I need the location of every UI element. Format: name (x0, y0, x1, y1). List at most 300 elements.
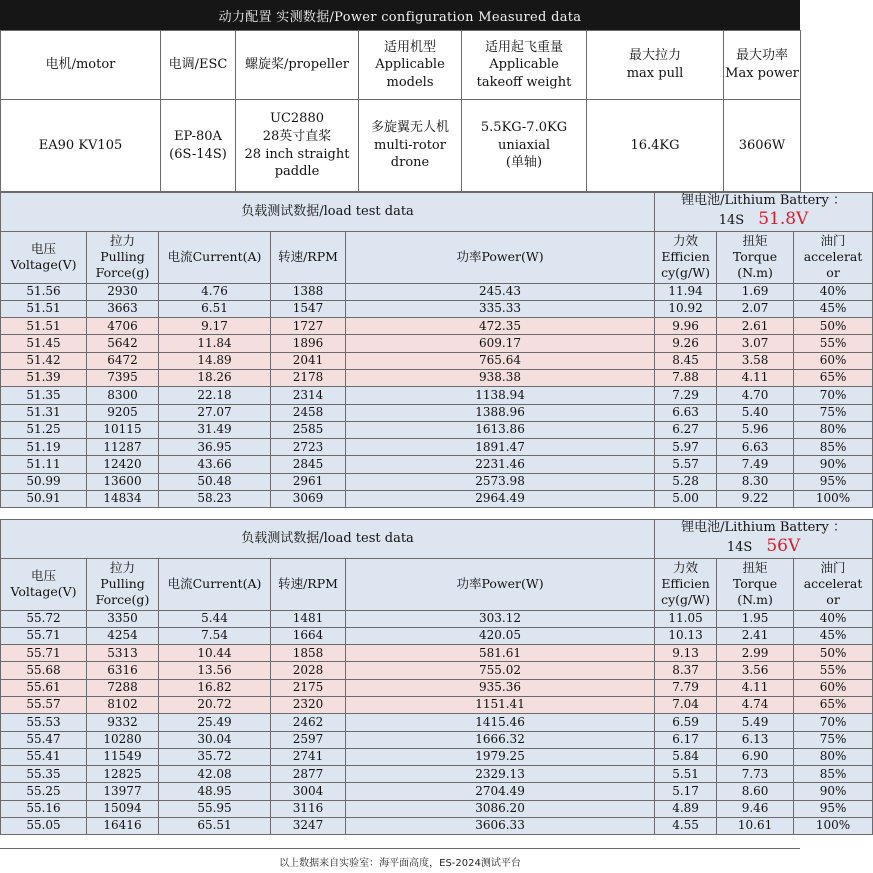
table-cell: 90% (794, 783, 873, 800)
column-header (346, 231, 655, 283)
table-cell: 4.76 (159, 283, 271, 300)
table-cell: 2877 (271, 766, 346, 783)
table-cell: 4.89 (655, 800, 717, 817)
table-cell: 9332 (87, 714, 159, 731)
table-cell: 5.17 (655, 783, 717, 800)
table-cell: 7288 (87, 679, 159, 696)
table-cell: 51.39 (1, 369, 87, 386)
table-row (1, 662, 873, 679)
table-cell: 9.96 (655, 318, 717, 335)
table-cell: 51.42 (1, 352, 87, 369)
load-test-label: 负载测试数据/load test data (1, 193, 655, 232)
spec-header-line: 最大功率 (735, 48, 788, 64)
table-cell: 13600 (87, 473, 159, 490)
table-cell: 50.48 (159, 473, 271, 490)
table-cell: 1896 (271, 335, 346, 352)
table-cell: 1.69 (717, 283, 794, 300)
table-cell: 14.89 (159, 352, 271, 369)
spec-header-cell (587, 31, 724, 100)
table-row (1, 300, 873, 317)
table-cell: 4706 (87, 318, 159, 335)
table-cell: 90% (794, 456, 873, 473)
table-cell: 27.07 (159, 404, 271, 421)
column-header-line: 功率Power(W) (456, 575, 544, 591)
table-cell: 55.53 (1, 714, 87, 731)
table-cell: 2.61 (717, 318, 794, 335)
table-cell: 95% (794, 473, 873, 490)
table-cell: 1891.47 (346, 439, 655, 456)
table-cell: 303.12 (346, 610, 655, 627)
table-cell: 1727 (271, 318, 346, 335)
table-cell: 40% (794, 610, 873, 627)
spec-header-line: Applicable (489, 57, 559, 73)
table-cell: 8300 (87, 387, 159, 404)
table-cell: 2462 (271, 714, 346, 731)
column-header-line: Voltage(V) (10, 584, 77, 599)
table-cell: 58.23 (159, 491, 271, 508)
table-cell: 6472 (87, 352, 159, 369)
table-cell: 2704.49 (346, 783, 655, 800)
table-cell: 2320 (271, 696, 346, 713)
spec-value-line: drone (390, 155, 430, 171)
table-cell: 7.88 (655, 369, 717, 386)
table-cell: 20.72 (159, 696, 271, 713)
table-cell: 50% (794, 645, 873, 662)
table-cell: 8.37 (655, 662, 717, 679)
table-cell: 7395 (87, 369, 159, 386)
table-cell: 60% (794, 352, 873, 369)
column-header-line: 拉力 (109, 232, 135, 248)
table-cell: 85% (794, 766, 873, 783)
table-cell: 1.95 (717, 610, 794, 627)
table-cell: 30.04 (159, 731, 271, 748)
load-test-header-row (1, 193, 873, 232)
table-cell: 581.61 (346, 645, 655, 662)
table-cell: 11549 (87, 748, 159, 765)
spec-header-cell (1, 31, 161, 100)
table-cell: 80% (794, 421, 873, 438)
spec-value-line: 16.4KG (630, 137, 680, 153)
column-header-line: (N.m) (737, 592, 773, 608)
table-cell: 13977 (87, 783, 159, 800)
table-cell: 43.66 (159, 456, 271, 473)
table-cell: 10.44 (159, 645, 271, 662)
table-cell: 11.05 (655, 610, 717, 627)
table-cell: 55.41 (1, 748, 87, 765)
table-cell: 65.51 (159, 818, 271, 835)
table-cell: 2.99 (717, 645, 794, 662)
table-cell: 50.91 (1, 491, 87, 508)
table-cell: 10.92 (655, 300, 717, 317)
table-cell: 1979.25 (346, 748, 655, 765)
table-cell: 1388 (271, 283, 346, 300)
column-header-row (1, 558, 873, 610)
battery-info (655, 193, 873, 232)
column-header (717, 558, 794, 610)
spec-header-row (1, 31, 801, 100)
table-cell: 5.57 (655, 456, 717, 473)
table-cell: 18.26 (159, 369, 271, 386)
table-cell: 55.16 (1, 800, 87, 817)
table-cell: 12420 (87, 456, 159, 473)
column-header-line: Force(g) (95, 265, 150, 281)
spec-header-line: 电调/ESC (168, 57, 228, 73)
table-cell: 65% (794, 369, 873, 386)
spec-value-line: uniaxial (497, 137, 551, 153)
spec-table (0, 30, 801, 192)
column-header-line: 电压 (30, 240, 56, 256)
table-row (1, 783, 873, 800)
table-row (1, 748, 873, 765)
table-cell: 9.13 (655, 645, 717, 662)
column-header-line: Force(g) (95, 592, 150, 608)
table-cell: 55.71 (1, 645, 87, 662)
column-header (271, 558, 346, 610)
table-cell: 51.51 (1, 300, 87, 317)
table-cell: 40% (794, 283, 873, 300)
table-row (1, 731, 873, 748)
table-row (1, 421, 873, 438)
table-cell: 9205 (87, 404, 159, 421)
table-cell: 51.11 (1, 456, 87, 473)
column-header-line: 扭矩 (742, 559, 768, 575)
column-header (717, 231, 794, 283)
table-cell: 55.95 (159, 800, 271, 817)
table-row (1, 645, 873, 662)
table-cell: 22.18 (159, 387, 271, 404)
footer-note: 以上数据来自实验室：海平面高度，ES-2024测试平台 (0, 848, 800, 873)
table-cell: 70% (794, 714, 873, 731)
table-row (1, 369, 873, 386)
table-cell: 8.60 (717, 783, 794, 800)
table-cell: 5.96 (717, 421, 794, 438)
column-header-line: 电压 (30, 567, 56, 583)
spec-value-line: EA90 KV105 (38, 137, 123, 153)
table-row (1, 766, 873, 783)
column-header (655, 231, 717, 283)
spec-value-line: 3606W (738, 137, 786, 153)
table-cell: 2573.98 (346, 473, 655, 490)
spec-header-line: 适用起飞重量 (484, 39, 563, 55)
table-cell: 7.79 (655, 679, 717, 696)
table-cell: 11287 (87, 439, 159, 456)
table-cell: 6.59 (655, 714, 717, 731)
table-cell: 51.51 (1, 318, 87, 335)
table-row (1, 352, 873, 369)
battery-voltage: 51.8V (758, 209, 809, 230)
table-cell: 100% (794, 818, 873, 835)
column-header (159, 231, 271, 283)
table-cell: 51.35 (1, 387, 87, 404)
column-header-line: Efficien (661, 248, 710, 264)
column-header-line: 电流Current(A) (167, 248, 262, 264)
table-cell: 2458 (271, 404, 346, 421)
table-cell: 1613.86 (346, 421, 655, 438)
column-header (794, 231, 873, 283)
column-header (87, 558, 159, 610)
table-cell: 75% (794, 404, 873, 421)
table-cell: 55.61 (1, 679, 87, 696)
table-cell: 2314 (271, 387, 346, 404)
table-cell: 4254 (87, 627, 159, 644)
table-cell: 55.72 (1, 610, 87, 627)
table-cell: 245.43 (346, 283, 655, 300)
column-header-line: 功率Power(W) (456, 248, 544, 264)
table-cell: 8.30 (717, 473, 794, 490)
table-row (1, 335, 873, 352)
table-cell: 1138.94 (346, 387, 655, 404)
table-cell: 45% (794, 300, 873, 317)
table-cell: 4.74 (717, 696, 794, 713)
table-row (1, 439, 873, 456)
table-cell: 2961 (271, 473, 346, 490)
table-cell: 50.99 (1, 473, 87, 490)
spec-header-line: Max power (725, 66, 799, 81)
column-header-line: 力效 (673, 232, 699, 248)
spec-value-line: 28英寸直桨 (262, 128, 332, 144)
table-cell: 1858 (271, 645, 346, 662)
spec-header-line: 螺旋桨/propeller (245, 57, 349, 73)
table-cell: 7.54 (159, 627, 271, 644)
table-row (1, 610, 873, 627)
table-row (1, 714, 873, 731)
battery-label: 锂电池/Lithium Battery ：14S (681, 193, 846, 229)
spec-value-line: UC2880 (270, 111, 324, 127)
table-cell: 35.72 (159, 748, 271, 765)
table-cell: 3606.33 (346, 818, 655, 835)
table-cell: 50% (794, 318, 873, 335)
table-cell: 9.26 (655, 335, 717, 352)
table-cell: 3004 (271, 783, 346, 800)
table-cell: 5.51 (655, 766, 717, 783)
table-cell: 65% (794, 696, 873, 713)
table-cell: 55.25 (1, 783, 87, 800)
table-cell: 2930 (87, 283, 159, 300)
column-header-line: 电流Current(A) (167, 575, 262, 591)
spec-value-line: EP-80A (174, 128, 222, 144)
table-cell: 5313 (87, 645, 159, 662)
table-cell: 755.02 (346, 662, 655, 679)
table-cell: 9.46 (717, 800, 794, 817)
battery-info (655, 520, 873, 559)
table-row (1, 473, 873, 490)
load-test-header-row (1, 520, 873, 559)
table-cell: 3069 (271, 491, 346, 508)
table-cell: 51.19 (1, 439, 87, 456)
table-cell: 11.94 (655, 283, 717, 300)
column-header (655, 558, 717, 610)
table-cell: 55.35 (1, 766, 87, 783)
spec-value-line: (单轴) (505, 155, 543, 171)
table-cell: 3663 (87, 300, 159, 317)
table-cell: 31.49 (159, 421, 271, 438)
column-header (794, 558, 873, 610)
column-header-line: Voltage(V) (10, 257, 77, 272)
column-header-line: Pulling (100, 248, 145, 264)
table-cell: 5.97 (655, 439, 717, 456)
spec-header-cell (359, 31, 462, 100)
table-cell: 55.68 (1, 662, 87, 679)
table-cell: 6.63 (717, 439, 794, 456)
table-cell: 2329.13 (346, 766, 655, 783)
spec-header-cell (462, 31, 587, 100)
table-cell: 51.31 (1, 404, 87, 421)
table-cell: 5.28 (655, 473, 717, 490)
column-header-line: 油门 (820, 559, 846, 575)
table-row (1, 696, 873, 713)
table-cell: 2.07 (717, 300, 794, 317)
table-cell: 10115 (87, 421, 159, 438)
table-cell: 7.04 (655, 696, 717, 713)
table-cell: 3.58 (717, 352, 794, 369)
column-header-line: Torque (732, 575, 778, 591)
spec-value-cell (724, 100, 801, 192)
table-cell: 2.41 (717, 627, 794, 644)
table-cell: 5.84 (655, 748, 717, 765)
table-cell: 85% (794, 439, 873, 456)
spec-value-cell (587, 100, 724, 192)
column-header-line: 拉力 (109, 559, 135, 575)
spec-value-cell (236, 100, 359, 192)
table-cell: 8.45 (655, 352, 717, 369)
spec-value-line: paddle (274, 164, 320, 180)
column-header-line: (N.m) (737, 265, 773, 281)
table-cell: 2028 (271, 662, 346, 679)
table-cell: 6.63 (655, 404, 717, 421)
load-test-table (0, 192, 873, 508)
column-header-line: Torque (732, 248, 778, 264)
table-row (1, 818, 873, 835)
battery-label: 锂电池/Lithium Battery ：14S (681, 520, 846, 556)
table-cell: 935.36 (346, 679, 655, 696)
table-cell: 45% (794, 627, 873, 644)
table-row (1, 679, 873, 696)
table-cell: 3116 (271, 800, 346, 817)
table-cell: 2041 (271, 352, 346, 369)
table-cell: 100% (794, 491, 873, 508)
column-header (271, 231, 346, 283)
table-cell: 335.33 (346, 300, 655, 317)
spec-header-line: max pull (626, 66, 684, 81)
table-cell: 13.56 (159, 662, 271, 679)
spec-header-line: models (386, 74, 434, 90)
table-row (1, 404, 873, 421)
spec-header-cell (161, 31, 236, 100)
table-cell: 2597 (271, 731, 346, 748)
column-header (159, 558, 271, 610)
spec-value-line: (6S-14S) (169, 146, 227, 162)
table-row (1, 627, 873, 644)
column-header-line: Efficien (661, 575, 710, 591)
table-cell: 9.17 (159, 318, 271, 335)
load-test-label: 负载测试数据/load test data (1, 520, 655, 559)
table-cell: 3.56 (717, 662, 794, 679)
table-cell: 12825 (87, 766, 159, 783)
spec-value-line: 多旋翼无人机 (370, 120, 449, 136)
table-cell: 2723 (271, 439, 346, 456)
table-cell: 5642 (87, 335, 159, 352)
spec-value-line: 5.5KG-7.0KG (480, 120, 568, 136)
table-cell: 2175 (271, 679, 346, 696)
table-cell: 4.70 (717, 387, 794, 404)
table-cell: 6.17 (655, 731, 717, 748)
table-cell: 3350 (87, 610, 159, 627)
table-cell: 7.73 (717, 766, 794, 783)
table-cell: 8102 (87, 696, 159, 713)
table-cell: 609.17 (346, 335, 655, 352)
table-cell: 1664 (271, 627, 346, 644)
table-cell: 10.13 (655, 627, 717, 644)
load-test-table (0, 519, 873, 835)
spec-value-cell (359, 100, 462, 192)
table-cell: 1151.41 (346, 696, 655, 713)
table-cell: 60% (794, 679, 873, 696)
column-header (87, 231, 159, 283)
column-header-line: 扭矩 (742, 232, 768, 248)
table-cell: 5.49 (717, 714, 794, 731)
table-cell: 25.49 (159, 714, 271, 731)
spec-header-line: 电机/motor (45, 57, 116, 73)
column-header-line: accelerat (803, 575, 863, 591)
spec-value-line: 28 inch straight (244, 146, 350, 162)
table-cell: 2964.49 (346, 491, 655, 508)
spec-header-cell (724, 31, 801, 100)
table-cell: 9.22 (717, 491, 794, 508)
table-cell: 5.00 (655, 491, 717, 508)
table-cell: 51.25 (1, 421, 87, 438)
table-cell: 14834 (87, 491, 159, 508)
spec-header-line: Applicable (375, 57, 445, 73)
column-header-line: or (826, 265, 840, 281)
table-cell: 3247 (271, 818, 346, 835)
table-cell: 2845 (271, 456, 346, 473)
column-header-line: accelerat (803, 248, 863, 264)
table-cell: 80% (794, 748, 873, 765)
table-row (1, 318, 873, 335)
table-cell: 5.44 (159, 610, 271, 627)
table-cell: 51.56 (1, 283, 87, 300)
table-cell: 1415.46 (346, 714, 655, 731)
table-cell: 3086.20 (346, 800, 655, 817)
table-cell: 16.82 (159, 679, 271, 696)
table-cell: 10280 (87, 731, 159, 748)
table-cell: 6316 (87, 662, 159, 679)
table-cell: 10.61 (717, 818, 794, 835)
table-cell: 55.57 (1, 696, 87, 713)
column-header-line: 转速/RPM (278, 248, 338, 264)
column-header-row (1, 231, 873, 283)
table-cell: 7.29 (655, 387, 717, 404)
column-header-line: Pulling (100, 575, 145, 591)
table-cell: 472.35 (346, 318, 655, 335)
spec-value-cell (161, 100, 236, 192)
table-cell: 75% (794, 731, 873, 748)
battery-voltage: 56V (766, 536, 801, 557)
table-cell: 938.38 (346, 369, 655, 386)
table-cell: 6.51 (159, 300, 271, 317)
table-cell: 55.47 (1, 731, 87, 748)
column-header-line: or (826, 592, 840, 608)
column-header-line: 力效 (673, 559, 699, 575)
table-row (1, 456, 873, 473)
table-cell: 55.71 (1, 627, 87, 644)
spec-header-line: takeoff weight (476, 74, 572, 90)
table-cell: 95% (794, 800, 873, 817)
column-header-line: 油门 (820, 232, 846, 248)
column-header-line: 转速/RPM (278, 575, 338, 591)
table-cell: 55% (794, 662, 873, 679)
table-cell: 765.64 (346, 352, 655, 369)
